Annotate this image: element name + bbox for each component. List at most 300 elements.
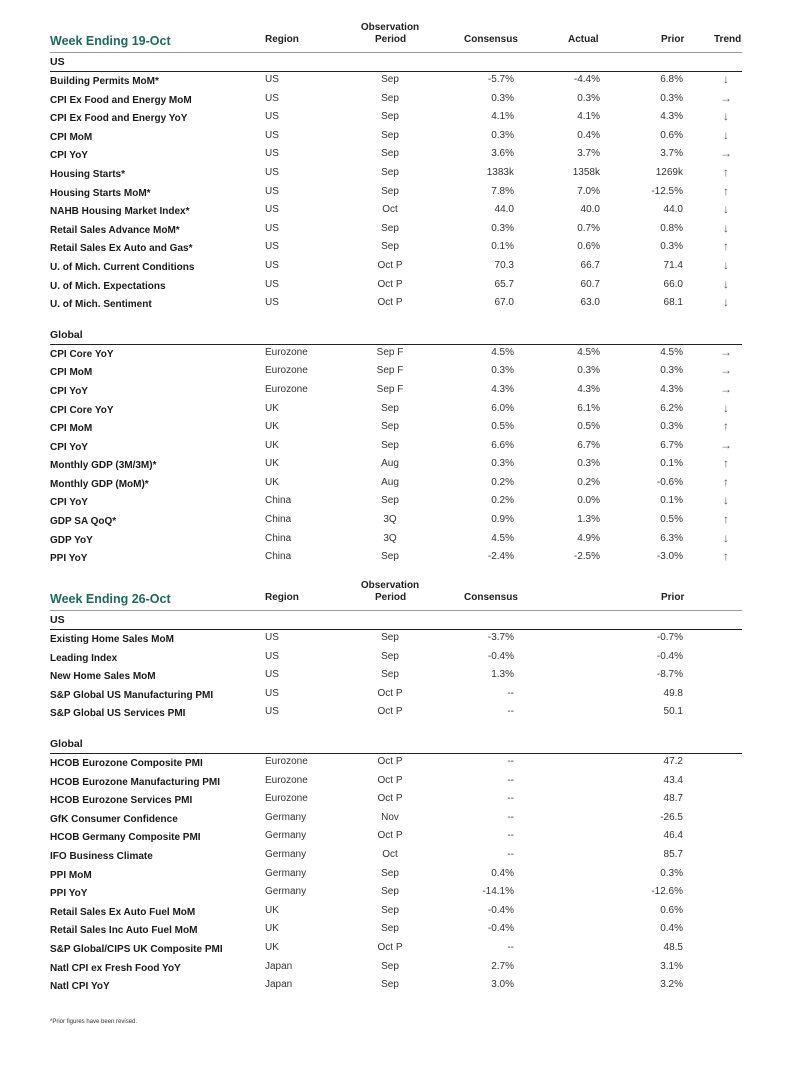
- prior-cell: 48.5: [663, 941, 683, 953]
- region-cell: Japan: [265, 979, 293, 991]
- consensus-cell: 0.2%: [491, 495, 514, 507]
- indicator-name: Building Permits MoM*: [50, 76, 159, 87]
- trend-flat-icon: →: [720, 344, 732, 359]
- prior-cell: 0.4%: [660, 923, 683, 935]
- region-cell: Japan: [265, 960, 293, 972]
- group-label: Global: [50, 328, 83, 341]
- consensus-cell: 44.0: [494, 204, 514, 216]
- actual-cell: 3.7%: [577, 148, 600, 160]
- indicator-name: HCOB Eurozone Services PMI: [50, 795, 193, 807]
- consensus-cell: 6.0%: [491, 402, 514, 414]
- actual-cell: 7.0%: [577, 185, 600, 197]
- indicator-name: U. of Mich. Sentiment: [50, 299, 152, 311]
- prior-cell: -8.7%: [656, 669, 683, 681]
- table-row: [50, 791, 742, 810]
- trend-up-icon: ↑: [723, 549, 729, 564]
- trend-down-icon: ↓: [723, 257, 729, 272]
- table-row: [50, 704, 742, 723]
- prior-cell: -12.5%: [651, 185, 683, 197]
- indicator-name: GDP YoY: [50, 534, 93, 546]
- region-cell: UK: [265, 941, 279, 953]
- table-row: [50, 531, 742, 550]
- table-row: [50, 512, 742, 531]
- prior-cell: 66.0: [663, 278, 683, 290]
- trend-down-icon: ↓: [723, 202, 729, 217]
- group-label: US: [50, 56, 65, 68]
- table-row: [50, 773, 742, 792]
- region-cell: US: [265, 222, 279, 234]
- region-cell: Eurozone: [265, 793, 308, 805]
- consensus-cell: 0.2%: [491, 476, 514, 488]
- observation-header: Observation: [360, 22, 420, 33]
- consensus-cell: 67.0: [494, 297, 514, 309]
- prior-cell: 3.7%: [660, 148, 683, 160]
- prior-cell: 6.3%: [660, 532, 683, 544]
- period-cell: Oct P: [377, 706, 403, 718]
- prior-cell: 43.4: [663, 774, 683, 786]
- region-cell: UK: [265, 458, 279, 470]
- consensus-cell: 0.3%: [491, 222, 514, 234]
- indicator-name: CPI Core YoY: [50, 404, 114, 416]
- indicator-name: Existing Home Sales MoM: [50, 634, 174, 645]
- period-cell: Sep: [381, 923, 399, 935]
- region-cell: Germany: [265, 886, 307, 898]
- consensus-cell: --: [507, 774, 514, 786]
- consensus-cell: 1383k: [486, 166, 514, 178]
- actual-cell: -4.4%: [573, 74, 600, 85]
- indicator-name: CPI MoM: [50, 367, 93, 379]
- consensus-cell: 6.6%: [491, 439, 514, 451]
- region-cell: US: [265, 297, 279, 309]
- period-cell: Sep: [381, 74, 399, 85]
- period-cell: Sep: [381, 632, 399, 643]
- period-header: Period: [375, 592, 407, 603]
- consensus-cell: 0.3%: [491, 129, 514, 141]
- period-cell: Oct P: [377, 755, 403, 767]
- indicator-name: S&P Global US Manufacturing PMI: [50, 689, 214, 701]
- period-cell: Nov: [381, 811, 399, 823]
- prior-cell: 6.7%: [660, 439, 683, 451]
- table-header: [50, 22, 742, 52]
- consensus-cell: 4.5%: [491, 532, 514, 544]
- actual-cell: 66.7: [580, 259, 600, 271]
- prior-cell: 48.7: [663, 793, 683, 805]
- table-row: [50, 202, 742, 221]
- region-cell: China: [265, 514, 292, 526]
- trend-down-icon: ↓: [723, 127, 729, 142]
- prior-cell: 0.1%: [660, 495, 683, 507]
- table-row: [50, 109, 742, 128]
- actual-header: Actual: [568, 34, 599, 45]
- table-row: [50, 239, 742, 258]
- footnote: *Prior figures have been revised.: [50, 1019, 138, 1025]
- consensus-cell: 0.3%: [491, 365, 514, 377]
- group-label: Global: [50, 737, 83, 750]
- table-row: [50, 810, 742, 829]
- consensus-cell: --: [507, 811, 514, 823]
- trend-up-icon: ↑: [723, 164, 729, 179]
- prior-cell: 4.5%: [660, 346, 683, 358]
- consensus-cell: 3.6%: [491, 148, 514, 160]
- consensus-cell: 70.3: [494, 259, 514, 271]
- indicator-name: PPI MoM: [50, 869, 92, 881]
- trend-up-icon: ↑: [723, 239, 729, 254]
- indicator-name: HCOB Eurozone Composite PMI: [50, 757, 203, 769]
- table-row: [50, 828, 742, 847]
- group-header: [50, 52, 742, 72]
- period-cell: Sep: [381, 867, 399, 879]
- consensus-header: Consensus: [464, 592, 518, 603]
- indicator-name: CPI Core YoY: [50, 348, 114, 360]
- period-cell: 3Q: [383, 532, 397, 544]
- period-cell: Sep: [381, 979, 399, 991]
- prior-cell: 0.3%: [660, 421, 683, 433]
- region-cell: US: [265, 148, 279, 160]
- period-cell: Oct P: [377, 830, 403, 842]
- indicator-name: HCOB Germany Composite PMI: [50, 832, 201, 844]
- actual-cell: 1358k: [572, 166, 600, 178]
- table-row: [50, 921, 742, 940]
- table-row: [50, 91, 742, 110]
- prior-cell: 1269k: [655, 166, 683, 178]
- region-cell: US: [265, 204, 279, 216]
- region-cell: US: [265, 92, 279, 104]
- period-cell: Oct P: [377, 259, 403, 271]
- region-cell: US: [265, 259, 279, 271]
- prior-cell: 4.3%: [660, 383, 683, 395]
- actual-cell: 0.3%: [577, 458, 600, 470]
- table-row: [50, 649, 742, 668]
- period-cell: Sep: [381, 148, 399, 160]
- prior-cell: -12.6%: [651, 886, 683, 898]
- indicator-name: PPI YoY: [50, 553, 88, 565]
- actual-cell: 0.3%: [577, 92, 600, 104]
- indicator-name: Natl CPI YoY: [50, 981, 110, 993]
- prior-cell: 44.0: [663, 204, 683, 216]
- period-cell: Oct P: [377, 687, 403, 699]
- consensus-cell: 0.4%: [491, 867, 514, 879]
- indicator-name: CPI MoM: [50, 423, 93, 435]
- trend-flat-icon: →: [720, 437, 732, 452]
- indicator-name: CPI Ex Food and Energy MoM: [50, 94, 192, 106]
- table-row: [50, 549, 742, 568]
- trend-down-icon: ↓: [723, 295, 729, 310]
- actual-cell: 0.0%: [577, 495, 600, 507]
- prior-cell: 0.3%: [660, 867, 683, 879]
- period-cell: Oct P: [377, 297, 403, 309]
- consensus-cell: 4.1%: [491, 111, 514, 123]
- table-row: [50, 847, 742, 866]
- consensus-cell: 1.3%: [491, 669, 514, 681]
- period-cell: Oct P: [377, 278, 403, 290]
- prior-cell: -0.7%: [656, 632, 683, 643]
- consensus-header: Consensus: [464, 34, 518, 45]
- region-cell: China: [265, 532, 292, 544]
- trend-down-icon: ↓: [723, 400, 729, 415]
- trend-up-icon: ↑: [723, 456, 729, 471]
- table-row: [50, 184, 742, 203]
- table-header: [50, 580, 742, 610]
- consensus-cell: --: [507, 848, 514, 860]
- prior-cell: -0.4%: [656, 650, 683, 662]
- period-cell: Sep: [381, 904, 399, 916]
- region-cell: US: [265, 166, 279, 178]
- indicator-name: New Home Sales MoM: [50, 671, 156, 683]
- consensus-cell: 7.8%: [491, 185, 514, 197]
- trend-header: Trend: [714, 34, 742, 45]
- trend-down-icon: ↓: [723, 220, 729, 235]
- indicator-name: CPI MoM: [50, 131, 93, 143]
- period-cell: 3Q: [383, 514, 397, 526]
- period-cell: Sep: [381, 222, 399, 234]
- indicator-name: Housing Starts*: [50, 168, 126, 180]
- prior-cell: 50.1: [663, 706, 683, 718]
- prior-cell: 0.6%: [660, 129, 683, 141]
- consensus-cell: 65.7: [494, 278, 514, 290]
- trend-down-icon: ↓: [723, 493, 729, 508]
- table-row: [50, 295, 742, 314]
- period-cell: Sep: [381, 402, 399, 414]
- period-cell: Sep: [381, 129, 399, 141]
- period-cell: Oct P: [377, 793, 403, 805]
- consensus-cell: -14.1%: [482, 886, 514, 898]
- actual-cell: 60.7: [580, 278, 600, 290]
- prior-cell: 68.1: [663, 297, 683, 309]
- group-spacer: [50, 723, 742, 735]
- table-row: [50, 903, 742, 922]
- indicator-name: U. of Mich. Expectations: [50, 280, 166, 292]
- table-row: [50, 977, 742, 996]
- period-header: Period: [375, 34, 407, 45]
- consensus-cell: -0.4%: [487, 650, 514, 662]
- indicator-name: Monthly GDP (3M/3M)*: [50, 460, 157, 472]
- period-cell: Sep: [381, 551, 399, 563]
- consensus-cell: 4.5%: [491, 346, 514, 358]
- period-cell: Sep: [381, 241, 399, 253]
- prior-cell: 0.3%: [660, 92, 683, 104]
- trend-flat-icon: →: [720, 146, 732, 161]
- table-row: [50, 363, 742, 382]
- region-cell: UK: [265, 923, 279, 935]
- consensus-cell: 0.1%: [491, 241, 514, 253]
- actual-cell: 6.1%: [577, 402, 600, 414]
- period-cell: Sep: [381, 886, 399, 898]
- indicator-name: Retail Sales Advance MoM*: [50, 224, 180, 236]
- indicator-name: CPI YoY: [50, 150, 88, 162]
- period-cell: Sep F: [376, 365, 404, 377]
- prior-cell: 0.5%: [660, 514, 683, 526]
- region-cell: US: [265, 74, 279, 85]
- indicator-name: HCOB Eurozone Manufacturing PMI: [50, 776, 220, 788]
- consensus-cell: --: [507, 755, 514, 767]
- table-row: [50, 959, 742, 978]
- region-cell: US: [265, 650, 279, 662]
- period-cell: Sep: [381, 669, 399, 681]
- table-row: [50, 686, 742, 705]
- consensus-cell: -5.7%: [487, 74, 514, 85]
- trend-flat-icon: →: [720, 381, 732, 396]
- consensus-cell: 0.9%: [491, 514, 514, 526]
- actual-cell: 4.5%: [577, 346, 600, 358]
- consensus-cell: 2.7%: [491, 960, 514, 972]
- period-cell: Aug: [381, 458, 399, 470]
- consensus-cell: 0.3%: [491, 92, 514, 104]
- prior-cell: 4.3%: [660, 111, 683, 123]
- period-cell: Oct P: [377, 941, 403, 953]
- region-cell: US: [265, 632, 279, 643]
- group-header: [50, 326, 742, 345]
- prior-cell: 0.3%: [660, 241, 683, 253]
- trend-up-icon: ↑: [723, 419, 729, 434]
- indicator-name: Leading Index: [50, 652, 118, 664]
- region-cell: US: [265, 111, 279, 123]
- consensus-cell: --: [507, 830, 514, 842]
- consensus-cell: -3.7%: [487, 632, 514, 643]
- indicator-name: Retail Sales Ex Auto Fuel MoM: [50, 906, 196, 918]
- region-cell: Germany: [265, 811, 307, 823]
- trend-down-icon: ↓: [723, 109, 729, 124]
- prior-cell: 0.6%: [660, 904, 683, 916]
- prior-cell: -3.0%: [656, 551, 683, 563]
- table-row: [50, 630, 742, 649]
- region-cell: UK: [265, 402, 279, 414]
- prior-header: Prior: [661, 592, 685, 603]
- region-cell: Germany: [265, 848, 307, 860]
- period-cell: Sep: [381, 495, 399, 507]
- trend-up-icon: ↑: [723, 474, 729, 489]
- region-cell: China: [265, 495, 292, 507]
- week-26-oct-table: [50, 580, 742, 996]
- indicator-name: IFO Business Climate: [50, 850, 153, 862]
- trend-flat-icon: →: [720, 363, 732, 378]
- region-header: Region: [265, 592, 299, 603]
- period-cell: Sep: [381, 439, 399, 451]
- period-cell: Aug: [381, 476, 399, 488]
- region-cell: UK: [265, 904, 279, 916]
- period-cell: Oct: [382, 204, 398, 216]
- actual-cell: 0.2%: [577, 476, 600, 488]
- period-cell: Sep: [381, 650, 399, 662]
- table-row: [50, 382, 742, 401]
- group-header: [50, 735, 742, 754]
- consensus-cell: --: [507, 687, 514, 699]
- table-row: [50, 128, 742, 147]
- actual-cell: 0.7%: [577, 222, 600, 234]
- table-row: [50, 277, 742, 296]
- prior-cell: 6.2%: [660, 402, 683, 414]
- actual-cell: 1.3%: [577, 514, 600, 526]
- actual-cell: 4.1%: [577, 111, 600, 123]
- region-cell: Eurozone: [265, 365, 308, 377]
- period-cell: Sep F: [376, 346, 404, 358]
- region-cell: Eurozone: [265, 755, 308, 767]
- trend-flat-icon: →: [720, 90, 732, 105]
- region-cell: US: [265, 241, 279, 253]
- indicator-name: PPI YoY: [50, 888, 88, 900]
- group-label: US: [50, 614, 65, 626]
- prior-cell: 49.8: [663, 687, 683, 699]
- indicator-name: CPI YoY: [50, 441, 88, 453]
- consensus-cell: 0.5%: [491, 421, 514, 433]
- period-cell: Sep: [381, 166, 399, 178]
- period-cell: Sep: [381, 185, 399, 197]
- indicator-name: Natl CPI ex Fresh Food YoY: [50, 962, 181, 974]
- actual-cell: -2.5%: [573, 551, 600, 563]
- table-row: [50, 401, 742, 420]
- indicator-name: U. of Mich. Current Conditions: [50, 261, 195, 273]
- region-header: Region: [265, 34, 299, 45]
- trend-up-icon: ↑: [723, 183, 729, 198]
- trend-down-icon: ↓: [723, 530, 729, 545]
- indicator-name: S&P Global US Services PMI: [50, 708, 186, 720]
- indicator-name: S&P Global/CIPS UK Composite PMI: [50, 943, 223, 955]
- consensus-cell: -0.4%: [487, 904, 514, 916]
- prior-cell: 46.4: [663, 830, 683, 842]
- table-row: [50, 493, 742, 512]
- week-title: Week Ending 26-Oct: [50, 592, 171, 606]
- actual-cell: 0.3%: [577, 365, 600, 377]
- table-row: [50, 72, 742, 91]
- indicator-name: Retail Sales Inc Auto Fuel MoM: [50, 925, 198, 937]
- prior-cell: 6.8%: [660, 74, 683, 85]
- prior-cell: 0.3%: [660, 365, 683, 377]
- table-row: [50, 345, 742, 364]
- actual-cell: 4.3%: [577, 383, 600, 395]
- consensus-cell: 4.3%: [491, 383, 514, 395]
- prior-cell: -0.6%: [656, 476, 683, 488]
- region-cell: US: [265, 687, 279, 699]
- indicator-name: CPI YoY: [50, 497, 88, 509]
- region-cell: Eurozone: [265, 383, 308, 395]
- observation-header: Observation: [360, 580, 420, 591]
- region-cell: Eurozone: [265, 346, 308, 358]
- prior-cell: 3.1%: [660, 960, 683, 972]
- consensus-cell: -0.4%: [487, 923, 514, 935]
- region-cell: Germany: [265, 867, 307, 879]
- table-row: [50, 456, 742, 475]
- region-cell: UK: [265, 421, 279, 433]
- week-19-oct-table: [50, 22, 742, 568]
- region-cell: Germany: [265, 830, 307, 842]
- actual-cell: 0.6%: [577, 241, 600, 253]
- region-cell: US: [265, 669, 279, 681]
- region-cell: US: [265, 129, 279, 141]
- region-cell: US: [265, 706, 279, 718]
- region-cell: China: [265, 551, 292, 563]
- prior-cell: 47.2: [663, 755, 683, 767]
- consensus-cell: --: [507, 706, 514, 718]
- prior-cell: 71.4: [663, 259, 683, 271]
- consensus-cell: -2.4%: [487, 551, 514, 563]
- period-cell: Sep: [381, 960, 399, 972]
- actual-cell: 0.4%: [577, 129, 600, 141]
- indicator-name: CPI YoY: [50, 385, 88, 397]
- group-header: [50, 610, 742, 630]
- trend-down-icon: ↓: [723, 276, 729, 291]
- prior-cell: -26.5: [660, 811, 683, 823]
- period-cell: Oct P: [377, 774, 403, 786]
- period-cell: Oct: [382, 848, 398, 860]
- table-row: [50, 258, 742, 277]
- table-row: [50, 221, 742, 240]
- actual-cell: 40.0: [580, 204, 600, 216]
- region-cell: US: [265, 185, 279, 197]
- indicator-name: CPI Ex Food and Energy YoY: [50, 113, 188, 125]
- actual-cell: 6.7%: [577, 439, 600, 451]
- prior-header: Prior: [661, 34, 685, 45]
- prior-cell: 0.8%: [660, 222, 683, 234]
- table-row: [50, 146, 742, 165]
